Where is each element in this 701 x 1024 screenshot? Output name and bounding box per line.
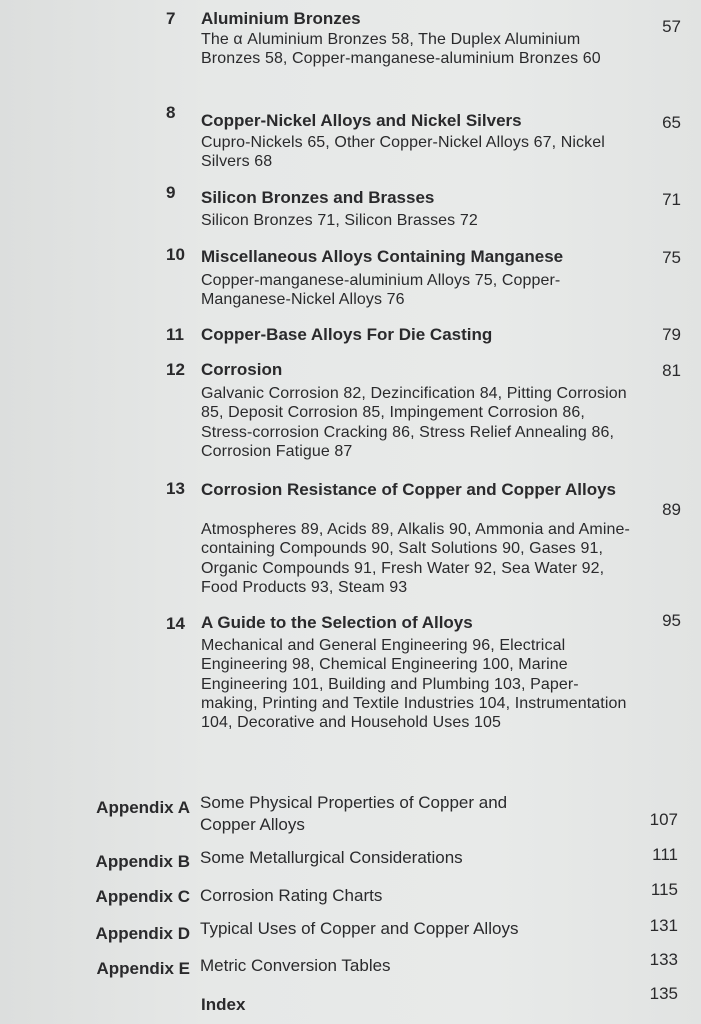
chapter-subsections: The α Aluminium Bronzes 58, The Duplex Aluminium Bronzes 58, Copper-manganese-aluminium Bronzes 60 <box>201 31 601 68</box>
chapter-title: A Guide to the Selection of Alloys <box>201 613 473 632</box>
chapter-number: 14 <box>166 614 185 633</box>
chapter-subsections: Copper-manganese-aluminium Alloys 75, Copper-Manganese-Nickel Alloys 76 <box>201 272 561 309</box>
chapter-number: 12 <box>166 360 185 379</box>
chapter-page: 79 <box>662 325 681 344</box>
appendix-title: Typical Uses of Copper and Copper Alloys <box>200 919 519 938</box>
chapter-subsections: Galvanic Corrosion 82, Dezincification 84, Pitting Corrosion 85, Deposit Corrosion 85, Impingement Corrosion 86, Stress-corrosion Cracking 86, Stress Relief Annealing 86, Corrosion Fatigue 87 <box>201 385 627 460</box>
appendix-page: 131 <box>649 916 678 935</box>
chapter-page: 95 <box>662 611 681 630</box>
appendix-title: Metric Conversion Tables <box>200 956 391 975</box>
chapter-title: Copper-Nickel Alloys and Nickel Silvers <box>201 111 522 130</box>
chapter-title: Miscellaneous Alloys Containing Manganese <box>201 247 564 266</box>
chapter-page: 81 <box>662 361 681 380</box>
chapter-number: 7 <box>166 9 176 28</box>
chapter-title: Copper-Base Alloys For Die Casting <box>201 325 493 344</box>
chapter-number: 13 <box>166 479 185 498</box>
appendix-label: Appendix E <box>96 959 190 978</box>
index-page: 135 <box>649 984 678 1003</box>
appendix-page: 111 <box>652 845 678 864</box>
chapter-subsections: Silicon Bronzes 71, Silicon Brasses 72 <box>201 212 478 229</box>
chapter-subsections: Cupro-Nickels 65, Other Copper-Nickel Alloys 67, Nickel Silvers 68 <box>201 134 605 171</box>
chapter-number: 8 <box>166 103 176 122</box>
appendix-page: 115 <box>650 880 678 899</box>
appendix-label: Appendix A <box>96 798 190 817</box>
chapter-page: 65 <box>662 113 681 132</box>
chapter-title: Corrosion Resistance of Copper and Copper Alloys <box>201 480 616 499</box>
appendix-title: Some Metallurgical Considerations <box>200 848 463 867</box>
chapter-subsections: Mechanical and General Engineering 96, Electrical Engineering 98, Chemical Engineering 100, Marine Engineering 101, Building and Plumbing 103, Paper-making, Printing and Textile Industries 104, Instrumentation 104, Decorative and Household Uses 105 <box>201 637 627 732</box>
chapter-number: 11 <box>166 325 184 344</box>
appendix-label: Appendix B <box>95 852 190 871</box>
chapter-page: 89 <box>662 500 681 519</box>
chapter-title: Silicon Bronzes and Brasses <box>201 188 435 207</box>
chapter-page: 57 <box>662 17 681 36</box>
chapter-title: Aluminium Bronzes <box>201 9 361 28</box>
chapter-page: 75 <box>662 248 681 267</box>
appendix-label: Appendix D <box>95 924 190 943</box>
chapter-number: 10 <box>166 245 185 264</box>
appendix-title: Some Physical Properties of Copper and Copper Alloys <box>200 793 508 834</box>
index-label: Index <box>201 995 246 1014</box>
appendix-page: 133 <box>649 950 678 969</box>
chapter-title: Corrosion <box>201 360 283 379</box>
appendix-title: Corrosion Rating Charts <box>200 886 383 905</box>
chapter-subsections: Atmospheres 89, Acids 89, Alkalis 90, Ammonia and Amine-containing Compounds 90, Salt Solutions 90, Gases 91, Organic Compounds 91, Fresh Water 92, Sea Water 92, Food Products 93, Steam 93 <box>201 521 630 596</box>
appendix-label: Appendix C <box>95 887 190 906</box>
chapter-page: 71 <box>662 190 681 209</box>
appendix-page: 107 <box>649 810 678 829</box>
chapter-number: 9 <box>166 183 176 202</box>
